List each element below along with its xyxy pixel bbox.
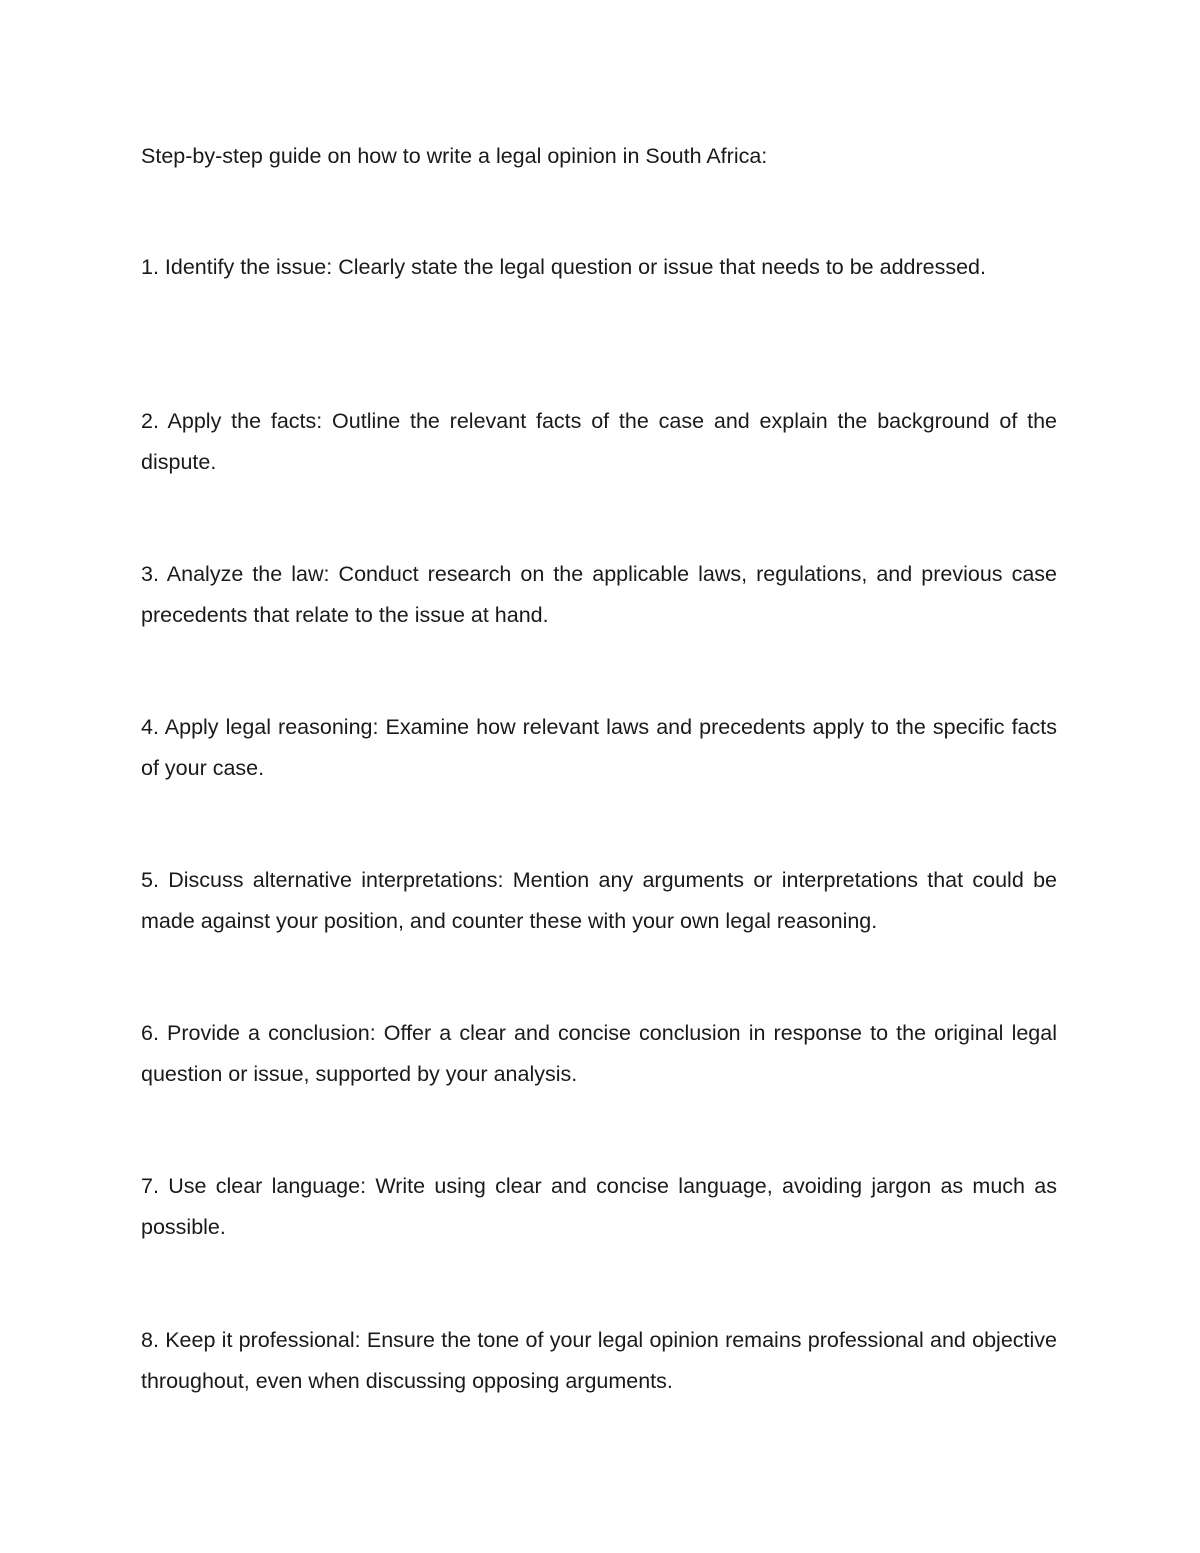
step-paragraph: 5. Discuss alternative interpretations: Mention any arguments or interpretations that could be made against your position, and counter these with your own legal reasoning. bbox=[141, 868, 1057, 933]
step-paragraph: 8. Keep it professional: Ensure the tone of your legal opinion remains professional and objective throughout, even when discussing opposing arguments. bbox=[141, 1328, 1057, 1393]
step-paragraph: 3. Analyze the law: Conduct research on the applicable laws, regulations, and previous case precedents that relate to the issue at hand. bbox=[141, 562, 1057, 627]
document-intro: Step-by-step guide on how to write a legal opinion in South Africa: bbox=[141, 144, 768, 168]
step-paragraph: 6. Provide a conclusion: Offer a clear and concise conclusion in response to the original legal question or issue, supported by your analysis. bbox=[141, 1021, 1057, 1086]
step-paragraph: 2. Apply the facts: Outline the relevant facts of the case and explain the background of the dispute. bbox=[141, 409, 1057, 474]
step-paragraph: 4. Apply legal reasoning: Examine how relevant laws and precedents apply to the specific facts of your case. bbox=[141, 715, 1057, 780]
step-paragraph: 1. Identify the issue: Clearly state the legal question or issue that needs to be addressed. bbox=[141, 255, 986, 279]
step-paragraph: 7. Use clear language: Write using clear and concise language, avoiding jargon as much as possible. bbox=[141, 1174, 1057, 1239]
